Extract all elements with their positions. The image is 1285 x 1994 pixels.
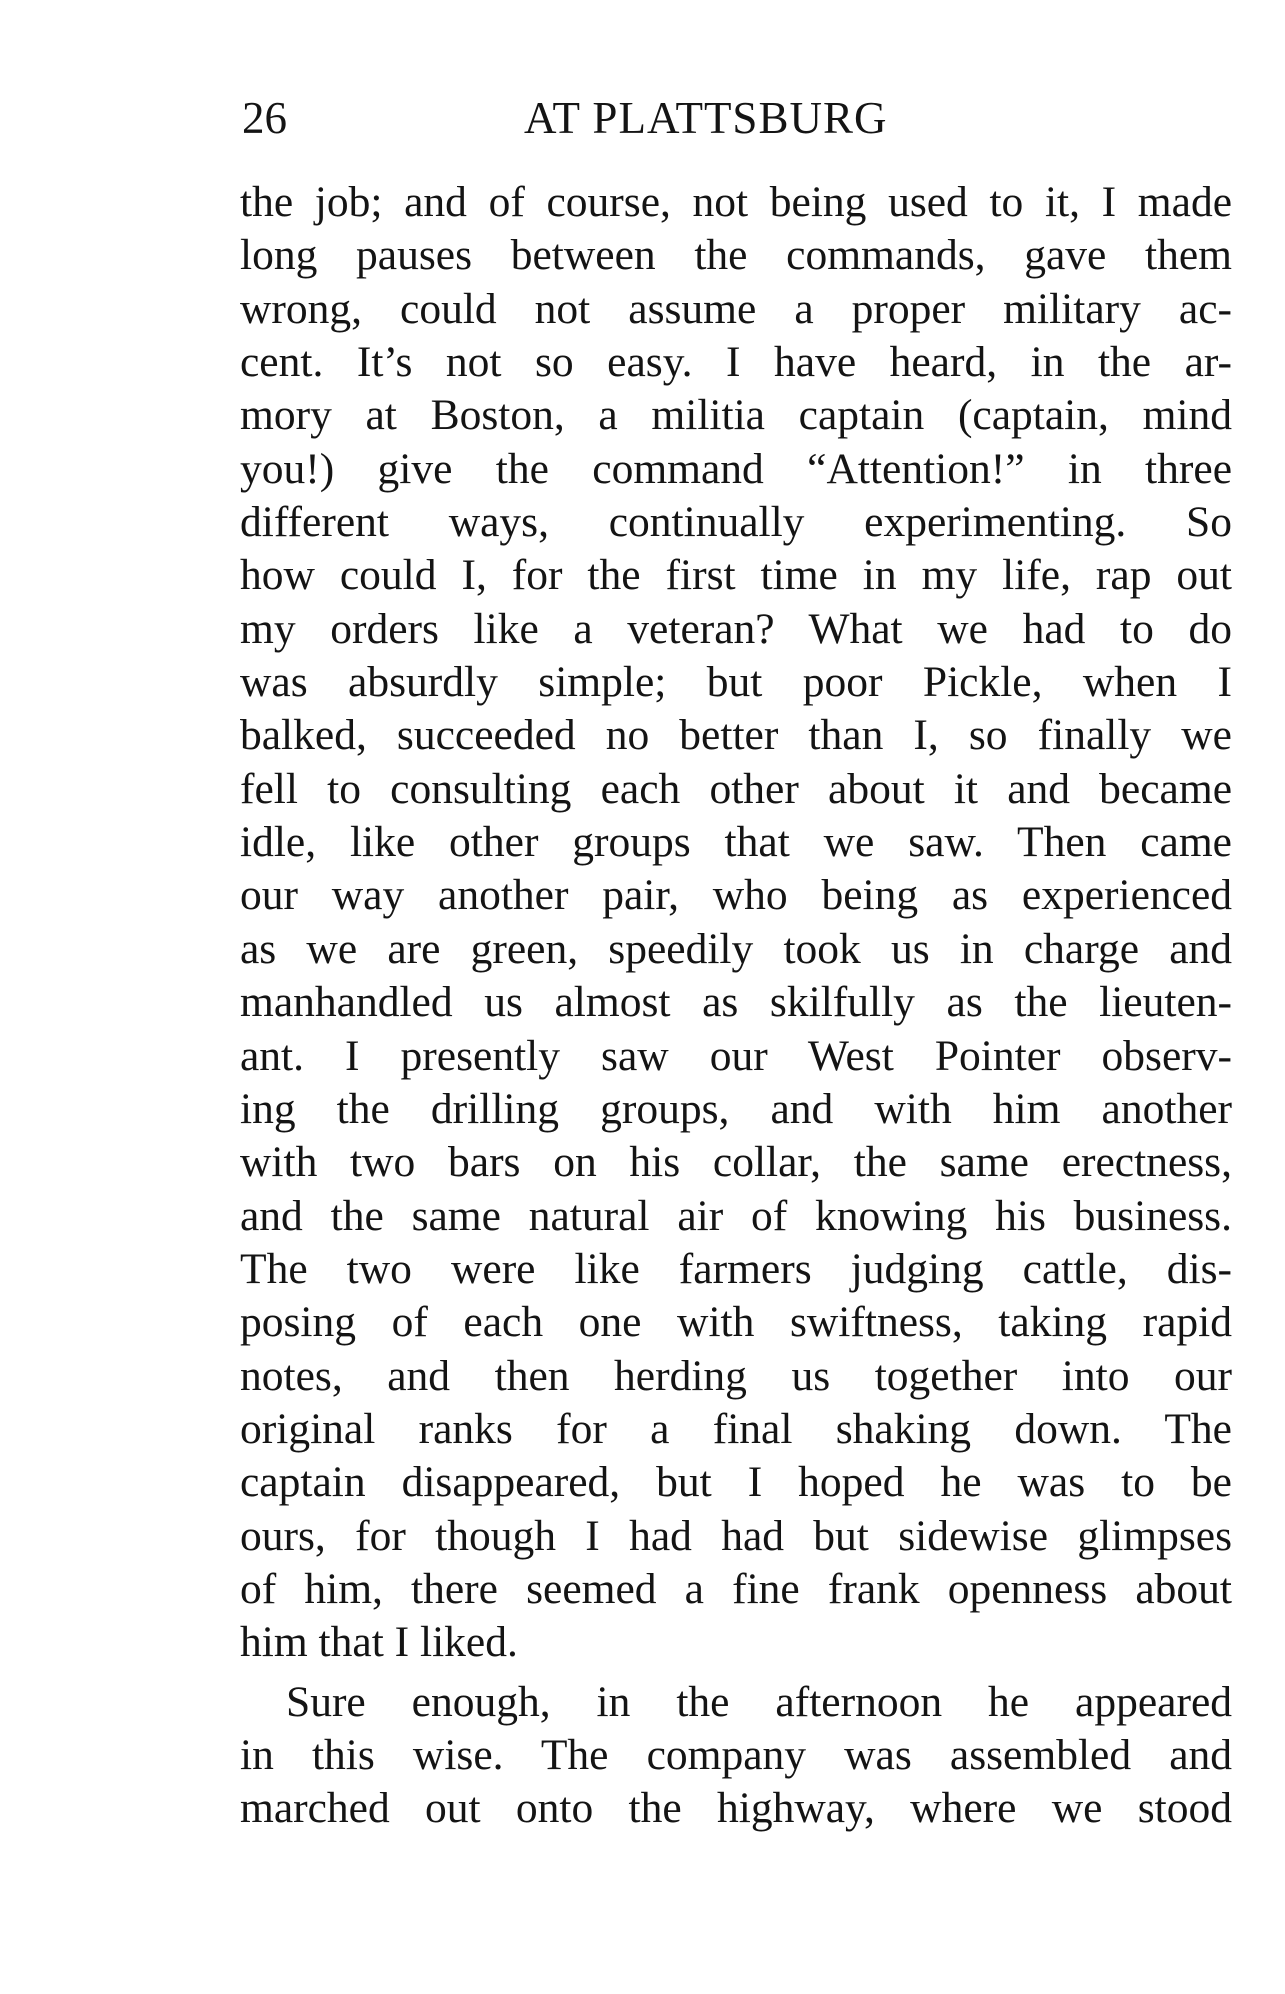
text-line: ant. I presently saw our West Pointer observ- (240, 1031, 1232, 1080)
page-number: 26 (242, 93, 287, 143)
text-line: original ranks for a final shaking down. The (240, 1404, 1232, 1453)
text-line: mory at Boston, a militia captain (captain, mind (240, 391, 1232, 440)
text-line: him that I liked. (240, 1618, 518, 1667)
text-line: different ways, continually experimenting. So (240, 498, 1232, 547)
running-header (242, 88, 1222, 148)
text-line: long pauses between the commands, gave them (240, 231, 1232, 280)
text-line: notes, and then herding us together into our (240, 1351, 1232, 1400)
text-line: was absurdly simple; but poor Pickle, when I (240, 658, 1232, 707)
paragraph (240, 1676, 1232, 1836)
text-line: you!) give the command “Attention!” in three (240, 444, 1232, 493)
text-line: and the same natural air of knowing his business. (240, 1191, 1232, 1240)
text-line: captain disappeared, but I hoped he was to be (240, 1458, 1232, 1507)
text-line: with two bars on his collar, the same erectness, (240, 1138, 1232, 1187)
text-line: as we are green, speedily took us in charge and (240, 924, 1232, 973)
text-line: posing of each one with swiftness, taking rapid (240, 1298, 1232, 1347)
text-line: in this wise. The company was assembled and (240, 1730, 1232, 1779)
text-line: ing the drilling groups, and with him another (240, 1084, 1232, 1133)
text-line: of him, there seemed a fine frank openness about (240, 1564, 1232, 1613)
text-line: my orders like a veteran? What we had to do (240, 604, 1232, 653)
text-line: manhandled us almost as skilfully as the lieuten- (240, 978, 1232, 1027)
paragraph (240, 176, 1232, 1670)
text-line: idle, like other groups that we saw. Then came (240, 818, 1232, 867)
text-line: how could I, for the first time in my life, rap out (240, 551, 1232, 600)
text-line: cent. It’s not so easy. I have heard, in the ar- (240, 338, 1232, 387)
text-line: the job; and of course, not being used to it, I made (240, 178, 1232, 226)
text-line: The two were like farmers judging cattle, dis- (240, 1244, 1232, 1293)
text-line: fell to consulting each other about it and became (240, 764, 1232, 813)
text-line: our way another pair, who being as experienced (240, 871, 1232, 920)
running-title: AT PLATTSBURG (524, 93, 888, 143)
text-line: Sure enough, in the afternoon he appeared (286, 1677, 1232, 1726)
text-line: wrong, could not assume a proper military ac- (240, 284, 1232, 333)
text-line: marched out onto the highway, where we stood (240, 1784, 1232, 1833)
text-line: balked, succeeded no better than I, so finally we (240, 711, 1232, 760)
text-line: ours, for though I had had but sidewise glimpses (240, 1511, 1232, 1560)
body-text (240, 176, 1232, 1836)
